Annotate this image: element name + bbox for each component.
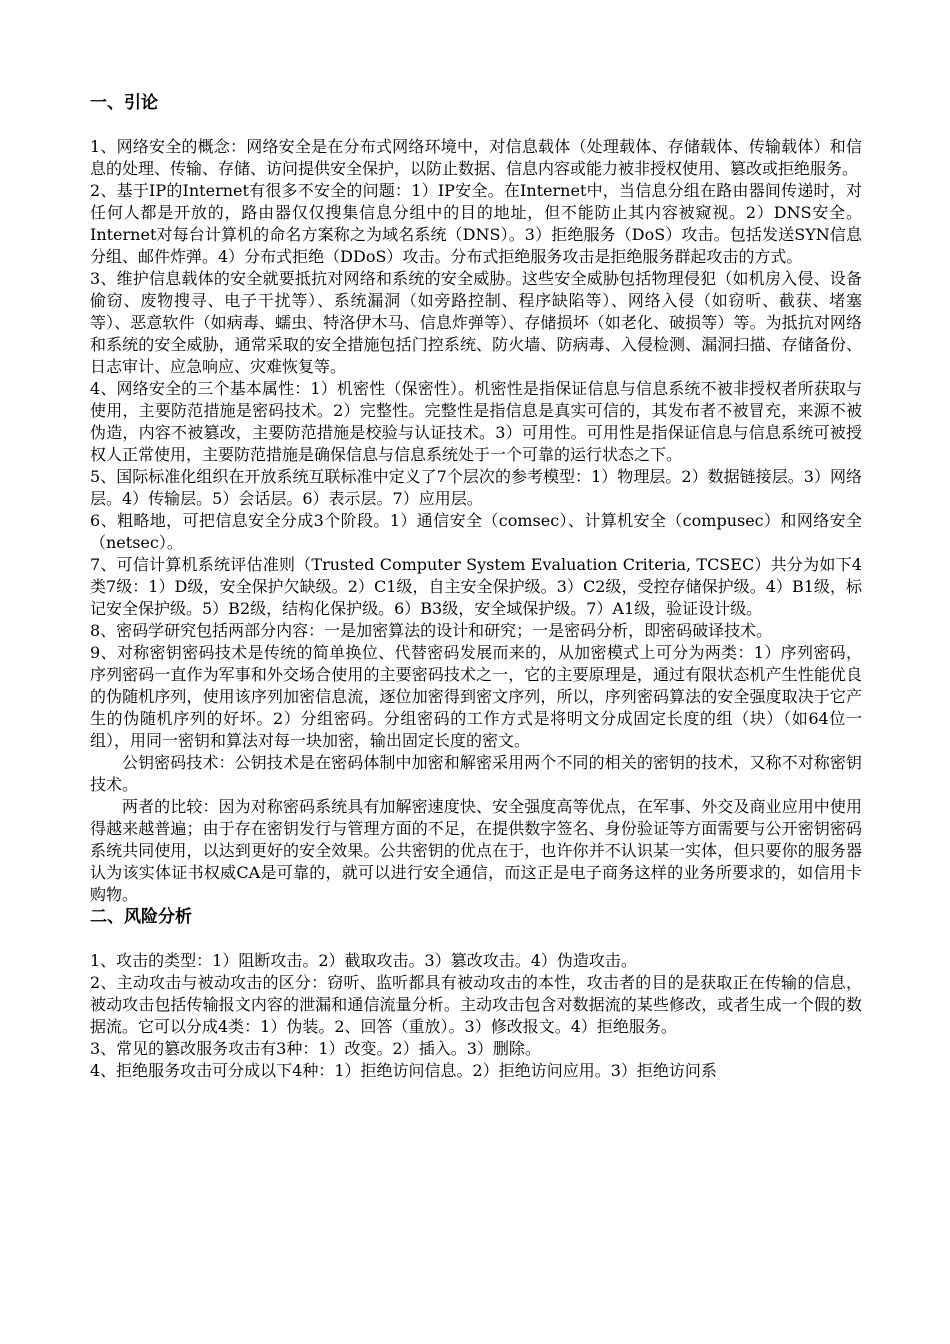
section-heading-risk: 二、风险分析 [90, 907, 192, 927]
paragraph-4: 4、网络安全的三个基本属性：1）机密性（保密性）。机密性是指保证信息与信息系统不被非授权者所获取与使用，主要防范措施是密码技术。2）完整性。完整性是指信息是真实可信的，其发布者不被冒充，来源不被伪造，内容不被篡改，主要防范措施是校验与认证技术。3）可用性。可用性是指保证信息与信息系统可被授权人正常使用，主要防范措施是确保信息与信息系统处于一个可靠的运行状态之下。 [90, 379, 862, 464]
spacer [90, 114, 862, 136]
section-heading-intro: 一、引论 [90, 93, 158, 113]
risk-paragraph-4: 4、拒绝服务攻击可分成以下4种：1）拒绝访问信息。2）拒绝访问应用。3）拒绝访问系 [90, 1061, 717, 1080]
paragraph-9: 9、对称密钥密码技术是传统的简单换位、代替密码发展而来的，从加密模式上可分为两类：1）序列密码，序列密码一直作为军事和外交场合使用的主要密码技术之一，它的主要原理是，通过有限状态机产生性能优良的伪随机序列，使用该序列加密信息流，逐位加密得到密文序列，所以，序列密码算法的安全强度取决于它产生的伪随机序列的好坏。2）分组密码。分组密码的工作方式是将明文分成固定长度的组（块）（如64位一组），用同一密钥和算法对每一块加密，输出固定长度的密文。 [90, 643, 862, 750]
document-page [90, 92, 862, 1082]
paragraph-8: 8、密码学研究包括两部分内容：一是加密算法的设计和研究；一是密码分析，即密码破译技术。 [90, 621, 773, 640]
risk-paragraph-2: 2、主动攻击与被动攻击的区分：窃听、监听都具有被动攻击的本性，攻击者的目的是获取正在传输的信息，被动攻击包括传输报文内容的泄漏和通信流量分析。主动攻击包含对数据流的某些修改，或者生成一个假的数据流。它可以分成4类：1）伪装。2、回答（重放）。3）修改报文。4）拒绝服务。 [90, 973, 862, 1036]
paragraph-1: 1、网络安全的概念：网络安全是在分布式网络环境中，对信息载体（处理载体、存储载体、传输载体）和信息的处理、传输、存储、访问提供安全保护，以防止数据、信息内容或能力被非授权使用、篡改或拒绝服务。 [90, 137, 862, 178]
paragraph-public-key: 公钥密码技术：公钥技术是在密码体制中加密和解密采用两个不同的相关的密钥的技术，又称不对称密钥技术。 [90, 753, 862, 794]
spacer [90, 928, 862, 950]
paragraph-7: 7、可信计算机系统评估准则（Trusted Computer System Evaluation Criteria, TCSEC）共分为如下4类7级：1）D级，安全保护欠缺级。2）C1级，自主安全保护级。3）C2级，受控存储保护级。4）B1级，标记安全保护级。5）B2级，结构化保护级。6）B3级，安全域保护级。7）A1级，验证设计级。 [90, 555, 862, 618]
risk-paragraph-1: 1、攻击的类型：1）阻断攻击。2）截取攻击。3）篡改攻击。4）伪造攻击。 [90, 951, 637, 970]
paragraph-3: 3、维护信息载体的安全就要抵抗对网络和系统的安全威胁。这些安全威胁包括物理侵犯（如机房入侵、设备偷窃、废物搜寻、电子干扰等）、系统漏洞（如旁路控制、程序缺陷等）、网络入侵（如窃听、截获、堵塞等）、恶意软件（如病毒、蠕虫、特洛伊木马、信息炸弹等）、存储损坏（如老化、破损等）等。为抵抗对网络和系统的安全威胁，通常采取的安全措施包括门控系统、防火墙、防病毒、入侵检测、漏洞扫描、存储备份、日志审计、应急响应、灾难恢复等。 [90, 269, 862, 376]
paragraph-5: 5、国际标准化组织在开放系统互联标准中定义了7个层次的参考模型：1）物理层。2）数据链接层。3）网络层。4）传输层。5）会话层。6）表示层。7）应用层。 [90, 467, 862, 508]
paragraph-2: 2、基于IP的Internet有很多不安全的问题：1）IP安全。在Internet中，当信息分组在路由器间传递时，对任何人都是开放的，路由器仅仅搜集信息分组中的目的地址，但不能防止其内容被窥视。2）DNS安全。Internet对每台计算机的命名方案称之为域名系统（DNS）。3）拒绝服务（DoS）攻击。包括发送SYN信息分组、邮件炸弹。4）分布式拒绝（DDoS）攻击。分布式拒绝服务攻击是拒绝服务群起攻击的方式。 [90, 181, 862, 266]
paragraph-comparison: 两者的比较：因为对称密码系统具有加解密速度快、安全强度高等优点，在军事、外交及商业应用中使用得越来越普遍；由于存在密钥发行与管理方面的不足，在提供数字签名、身份验证等方面需要与公开密钥密码系统共同使用，以达到更好的安全效果。公共密钥的优点在于，也许你并不认识某一实体，但只要你的服务器认为该实体证书权威CA是可靠的，就可以进行安全通信，而这正是电子商务这样的业务所要求的，如信用卡购物。 [90, 797, 862, 904]
risk-paragraph-3: 3、常见的篡改服务攻击有3种：1）改变。2）插入。3）删除。 [90, 1039, 541, 1058]
paragraph-6: 6、粗略地，可把信息安全分成3个阶段。1）通信安全（comsec）、计算机安全（compusec）和网络安全（netsec）。 [90, 511, 862, 552]
